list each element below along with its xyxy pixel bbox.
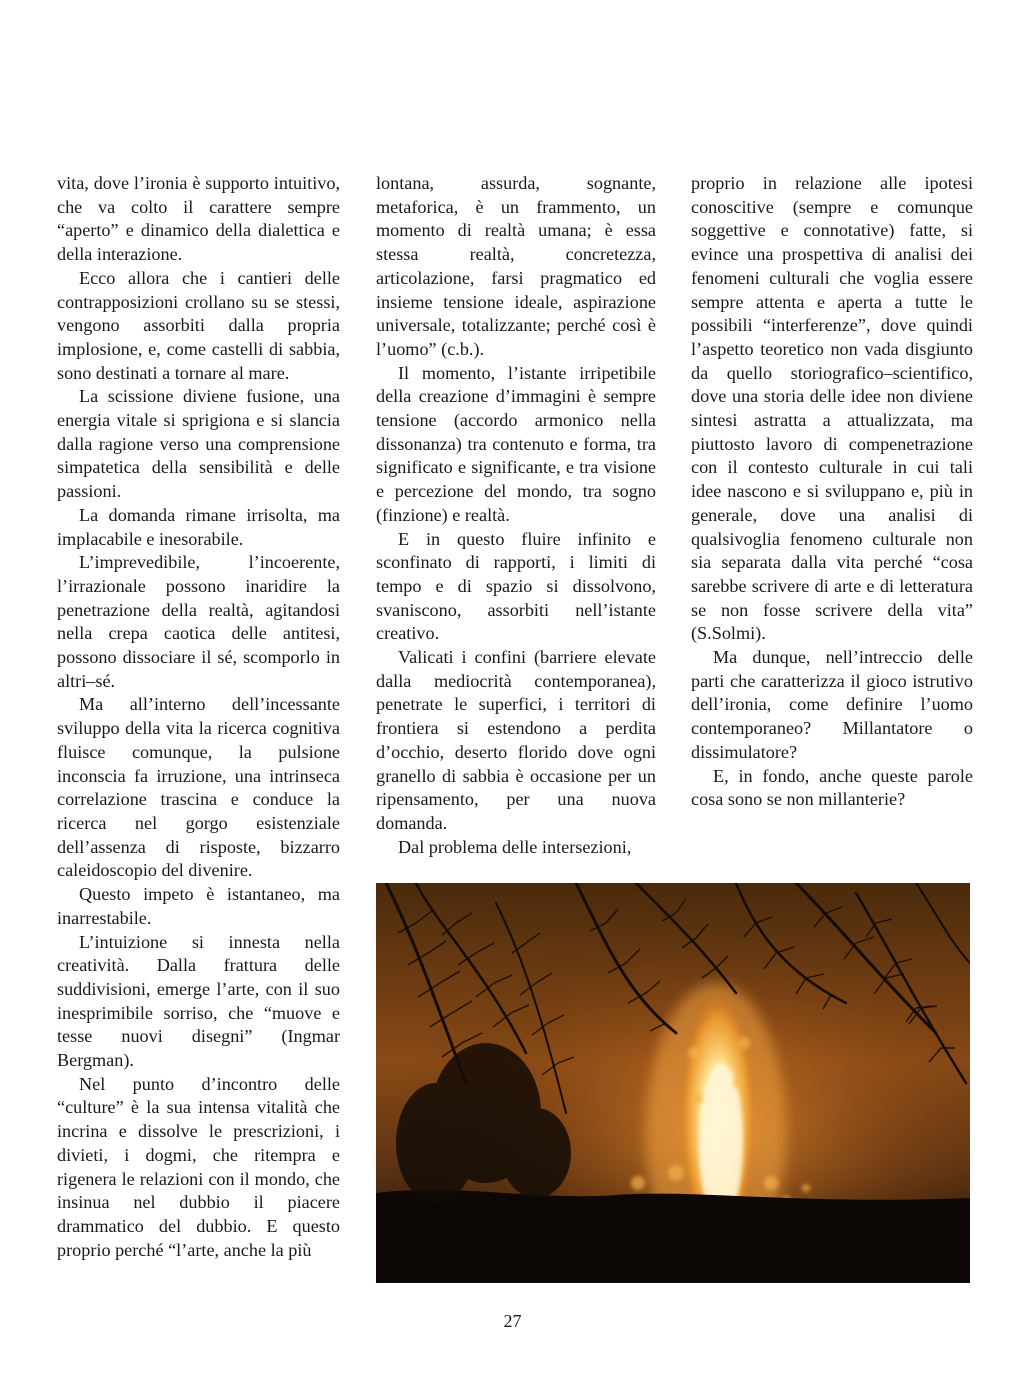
paragraph: Ecco allora che i cantieri delle contrapposizioni crollano su se stessi, vengono assorbiti dalla propria implosione, e, come castelli di sabbia, sono destinati a tornare al mare. — [57, 267, 340, 383]
text-column-2 — [376, 172, 656, 859]
text-column-1 — [57, 172, 340, 1262]
paragraph: Questo impeto è istantaneo, ma inarrestabile. — [57, 884, 340, 928]
paragraph: Il momento, l’istante irripetibile della creazione d’immagini è sempre tensione (accordo armonico nella dissonanza) tra contenuto e forma, tra significato e significante, e tra visione e percezione del mondo, tra sogno (finzione) e realtà. — [376, 362, 656, 525]
sunset-photograph — [376, 883, 970, 1283]
paragraph: La domanda rimane irrisolta, ma implacabile e inesorabile. — [57, 504, 340, 549]
paragraph: Dal problema delle intersezioni, — [398, 836, 632, 857]
paragraph: Ma dunque, nell’intreccio delle parti che caratterizza il gioco istrutivo dell’ironia, come definire l’uomo contemporaneo? Millantatore o dissimulatore? — [691, 647, 973, 762]
text-column-3 — [691, 172, 973, 812]
paragraph: L’intuizione si innesta nella creatività. Dalla frattura delle suddivisioni, emerge l’arte, con il suo inesprimibile sorriso, che “muove e tesse nuovi disegni” (Ingmar Bergman). — [57, 931, 340, 1071]
paragraph: lontana, assurda, sognante, metaforica, è un frammento, un momento di realtà umana; è essa stessa realtà, concretezza, articolazione, farsi pragmatico ed insieme tensione ideale, aspirazione universale, totalizzante; perché così è l’uomo” (c.b.). — [376, 173, 656, 359]
paragraph: La scissione diviene fusione, una energia vitale si sprigiona e si slancia dalla ragione verso una comprensione simpatetica della sensibilità e delle passioni. — [57, 386, 340, 502]
paragraph: E in questo fluire infinito e sconfinato di rapporti, i limiti di tempo e di spazio si dissolvono, svaniscono, assorbiti nell’istante creativo. — [376, 528, 656, 644]
paragraph: Valicati i confini (barriere elevate dalla mediocrità contemporanea), penetrate le superfici, i territori di frontiera si estendono a perdita d’occhio, deserto florido dove ogni granello di sabbia è occasione per un ripensamento, per una nuova domanda. — [376, 647, 656, 833]
paragraph: proprio in relazione alle ipotesi conoscitive (sempre e comunque soggettive e connotative) fatte, si evince una prospettiva di analisi dei fenomeni culturali che voglia essere sempre attenta e aperta a tutte le possibili “interferenze”, dove quindi l’aspetto teoretico non vada disgiunto da quello storiografico–scientifico, dove una storia delle idee non diviene sintesi astratta a attualizzata, ma piuttosto lavoro di compenetrazione con il contesto culturale in cui tali idee nascono e si sviluppano e, più in generale, dove una analisi di qualsivoglia fenomeno culturale non sia separata dalla vita perché “cosa sarebbe scrivere di arte e di letteratura se non fosse scrivere della vita” (S.Solmi). — [691, 173, 973, 644]
paragraph: L’imprevedibile, l’incoerente, l’irrazionale possono inaridire la penetrazione della realtà, agitandosi nella crepa caotica delle antitesi, possono dissociare il sé, scomporlo in altri–sé. — [57, 552, 340, 691]
paragraph: vita, dove l’ironia è supporto intuitivo, che va colto il carattere sempre “aperto” e dinamico della dialettica e della interazione. — [57, 173, 340, 265]
paragraph: E, in fondo, anche queste parole cosa sono se non millanterie? — [691, 765, 973, 810]
sunset-image — [376, 883, 970, 1283]
paragraph: Ma all’interno dell’incessante sviluppo della vita la ricerca cognitiva fluisce comunque, la pulsione inconscia fa irruzione, una intrinseca correlazione trascina e conduce la ricerca nel gorgo esistenziale dell’assenza di risposte, bizzarro caleidoscopio del divenire. — [57, 694, 340, 881]
paragraph: Nel punto d’incontro delle “culture” è la sua intensa vitalità che incrina e dissolve le prescrizioni, i divieti, i dogmi, che ritempra e rigenera le relazioni con il mondo, che insinua nel dubbio il piacere drammatico del dubbio. E questo proprio perché “l’arte, anche la più — [57, 1073, 340, 1260]
page-number: 27 — [503, 1311, 522, 1331]
